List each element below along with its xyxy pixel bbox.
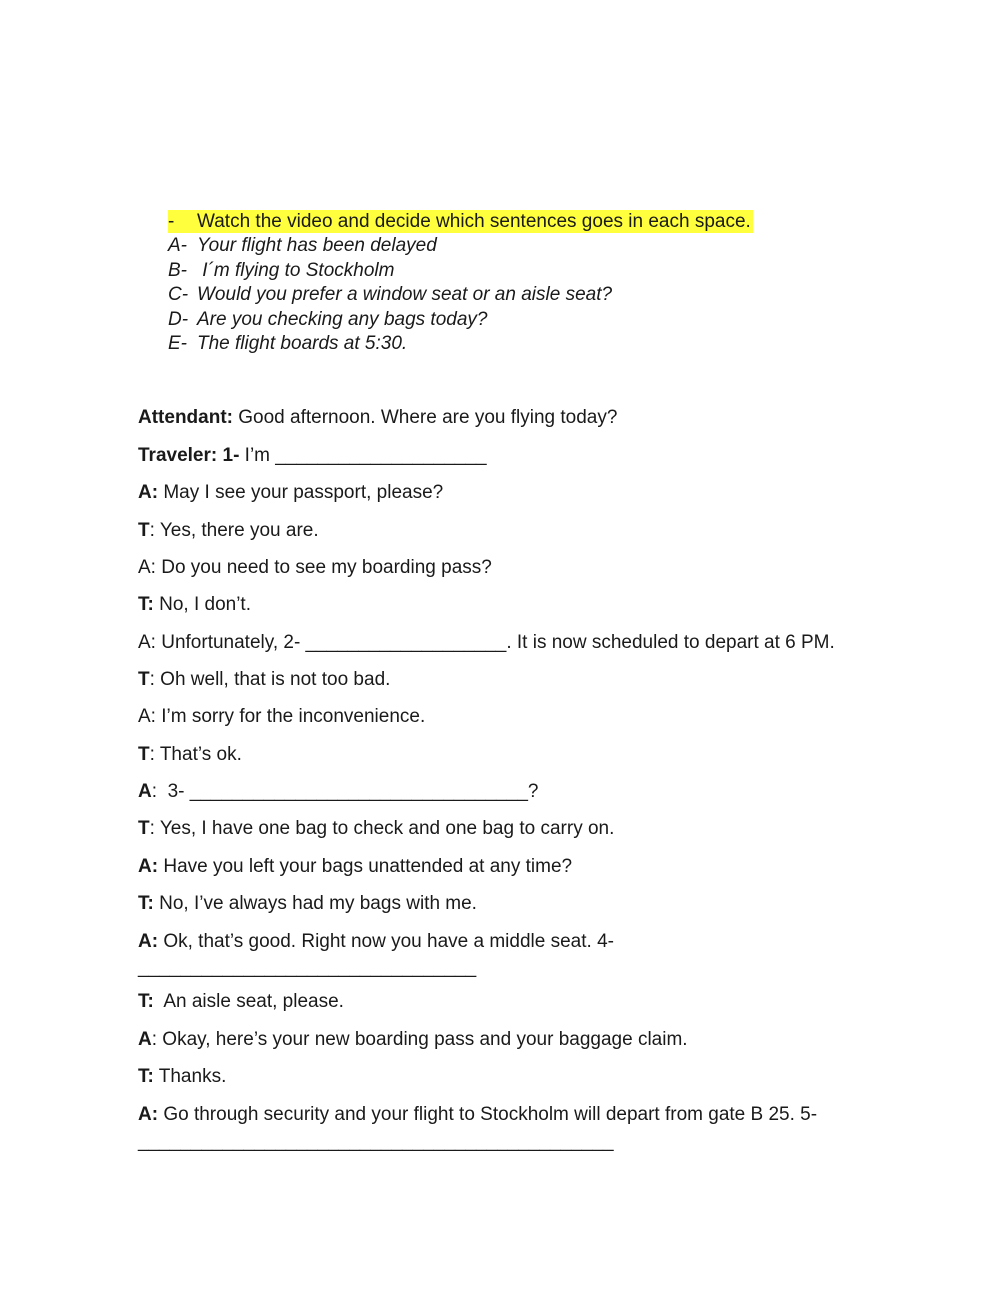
instruction-dash: - xyxy=(168,211,175,232)
line-text: An aisle seat, please. xyxy=(153,991,344,1012)
dialogue-line-1 xyxy=(138,406,617,429)
line-text: Good afternoon. Where are you flying today? xyxy=(232,407,618,428)
speaker-label: T: xyxy=(138,594,154,615)
speaker-label: A: xyxy=(138,931,159,952)
option-letter: E- xyxy=(168,333,187,354)
blank-5-text: _____________________________________________ xyxy=(138,1131,614,1152)
line-text: Go through security and your flight to Stockholm will depart from gate B 25. 5- xyxy=(158,1104,818,1125)
speaker-label: T: xyxy=(138,1066,154,1087)
line-text: : Okay, here’s your new boarding pass and your baggage claim. xyxy=(151,1029,688,1050)
line-text: Ok, that’s good. Right now you have a middle seat. 4- xyxy=(158,931,614,952)
option-text: Are you checking any bags today? xyxy=(197,308,488,330)
option-b xyxy=(168,259,612,284)
dialogue-line-16 xyxy=(138,990,344,1013)
line-text: : Yes, I have one bag to check and one bag to carry on. xyxy=(149,818,615,839)
line-text: Thanks. xyxy=(153,1066,227,1087)
dialogue-line-3 xyxy=(138,481,443,504)
dialogue-line-15 xyxy=(138,930,614,953)
line-text: : Oh well, that is not too bad. xyxy=(149,669,391,690)
blank-4-line xyxy=(138,956,476,979)
dialogue-line-11 xyxy=(138,780,538,803)
blank-1-text: I’m ____________________ xyxy=(239,445,487,466)
speaker-label: Attendant: xyxy=(138,407,233,428)
blank-4-text: ________________________________ xyxy=(138,957,477,978)
dialogue-line-12 xyxy=(138,817,614,840)
dialogue-line-9 xyxy=(138,705,425,728)
line-text: Have you left your bags unattended at any time? xyxy=(158,856,573,877)
speaker-label: A xyxy=(138,1029,152,1050)
dialogue-line-7 xyxy=(138,631,835,654)
line-text: A: I’m sorry for the inconvenience. xyxy=(138,706,426,727)
option-e xyxy=(168,332,612,357)
option-letter: D- xyxy=(168,308,189,330)
option-text: Your flight has been delayed xyxy=(197,235,437,256)
line-text: A: Do you need to see my boarding pass? xyxy=(138,557,492,578)
speaker-label: T xyxy=(138,520,150,541)
blank-5-line xyxy=(138,1130,614,1153)
option-text: Would you prefer a window seat or an aisle seat? xyxy=(197,284,613,305)
option-text: I´m flying to Stockholm xyxy=(197,259,395,281)
dialogue-line-14 xyxy=(138,892,477,915)
line-text: May I see your passport, please? xyxy=(158,482,444,503)
speaker-label: A: xyxy=(138,1104,159,1125)
speaker-label: T: xyxy=(138,991,154,1012)
dialogue-line-4 xyxy=(138,519,319,542)
option-letter: B- xyxy=(168,259,187,281)
speaker-label: T xyxy=(138,669,150,690)
dialogue-line-8 xyxy=(138,668,390,691)
dialogue-line-17 xyxy=(138,1028,688,1051)
dialogue-line-19 xyxy=(138,1103,817,1126)
dialogue-line-13 xyxy=(138,855,572,878)
option-c xyxy=(168,283,612,308)
speaker-label: A: xyxy=(138,856,159,877)
dialogue-line-5 xyxy=(138,556,492,579)
instruction-text: Watch the video and decide which sentences goes in each space. xyxy=(197,211,751,232)
line-text: : That’s ok. xyxy=(149,744,242,765)
line-text: : Yes, there you are. xyxy=(149,520,319,541)
speaker-label: T: xyxy=(138,893,154,914)
instruction-highlight xyxy=(168,210,753,233)
speaker-label: A xyxy=(138,781,152,802)
speaker-label: T xyxy=(138,744,150,765)
line-text: No, I don’t. xyxy=(153,594,251,615)
dialogue-line-6 xyxy=(138,593,251,616)
speaker-label: A: xyxy=(138,482,159,503)
dialogue-line-18 xyxy=(138,1065,226,1088)
blank-3-text: : 3- ________________________________? xyxy=(151,781,539,802)
option-letter: A- xyxy=(168,235,187,256)
speaker-label: Traveler: 1- xyxy=(138,445,240,466)
option-letter: C- xyxy=(168,284,189,305)
option-a xyxy=(168,234,612,259)
dialogue-line-10 xyxy=(138,743,242,766)
answer-options-list xyxy=(168,234,612,357)
option-text: The flight boards at 5:30. xyxy=(197,333,408,354)
option-d xyxy=(168,308,612,333)
dialogue-line-2 xyxy=(138,444,487,467)
speaker-label: T xyxy=(138,818,150,839)
blank-2-text: A: Unfortunately, 2- ___________________. It is now scheduled to depart at 6 PM. xyxy=(138,632,835,653)
line-text: No, I’ve always had my bags with me. xyxy=(153,893,477,914)
